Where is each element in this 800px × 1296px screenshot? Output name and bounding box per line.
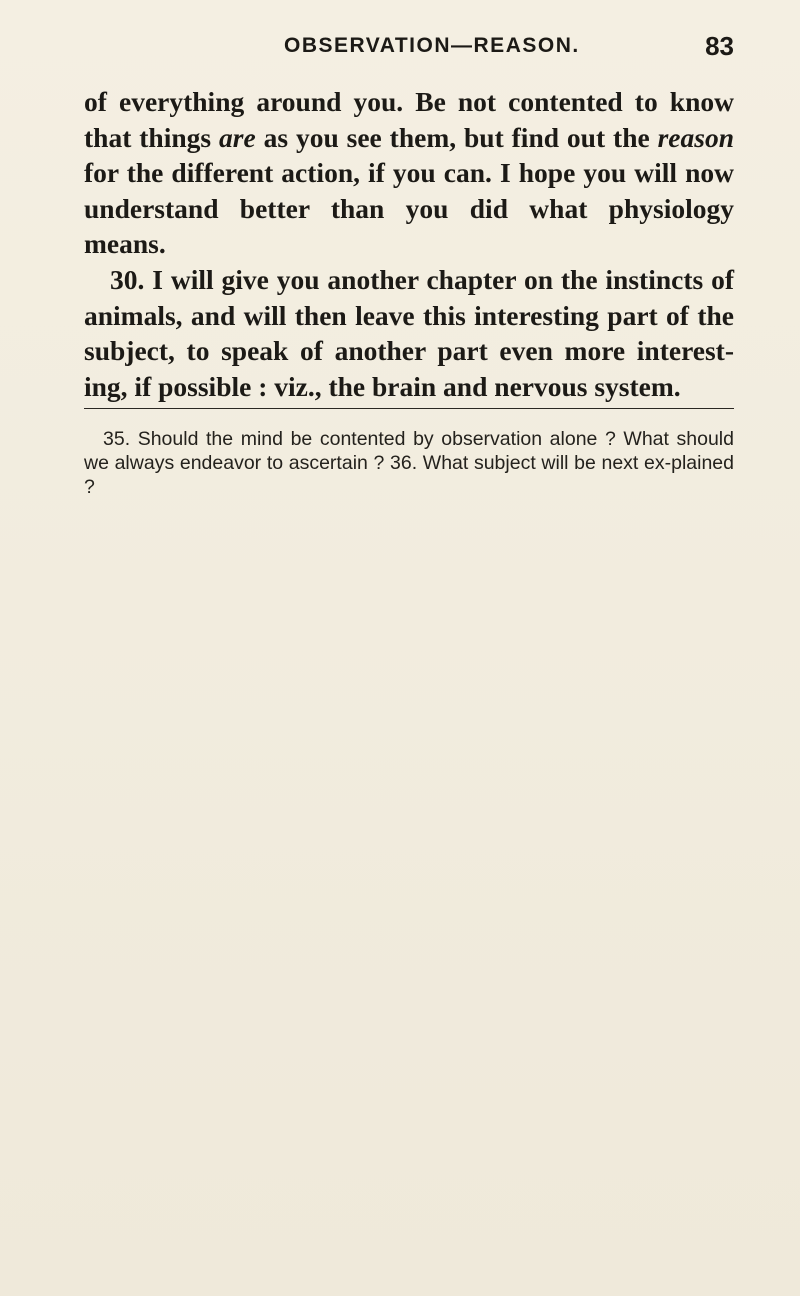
paragraph-text-part: as you see them, but find out the bbox=[255, 121, 658, 153]
emphasis-are: are bbox=[219, 121, 256, 153]
running-title: OBSERVATION—REASON. bbox=[284, 34, 580, 57]
emphasis-reason: reason bbox=[657, 121, 735, 153]
footnote-divider bbox=[84, 408, 734, 409]
running-head bbox=[84, 31, 734, 64]
review-questions: 35. Should the mind be contented by observation alone ? What should we always endeavor to ascertain ? 36. What subject will be next ex-plained ? bbox=[84, 428, 734, 498]
paragraph-continuation bbox=[84, 84, 734, 262]
body-text bbox=[84, 84, 734, 404]
paragraph-text-part: of everything around you. Be not contented to know that things bbox=[84, 86, 734, 153]
page-number: 83 bbox=[705, 31, 734, 61]
paragraph-30: 30. I will give you another chapter on the instincts of animals, and will then leave this interesting part of the subject, to speak of another part even more interest-ing, if possible : viz., the brain and nervous system. bbox=[84, 263, 734, 402]
paragraph-text-part: for the different action, if you can. I hope you will now understand better than you did what physiology means. bbox=[84, 157, 734, 260]
